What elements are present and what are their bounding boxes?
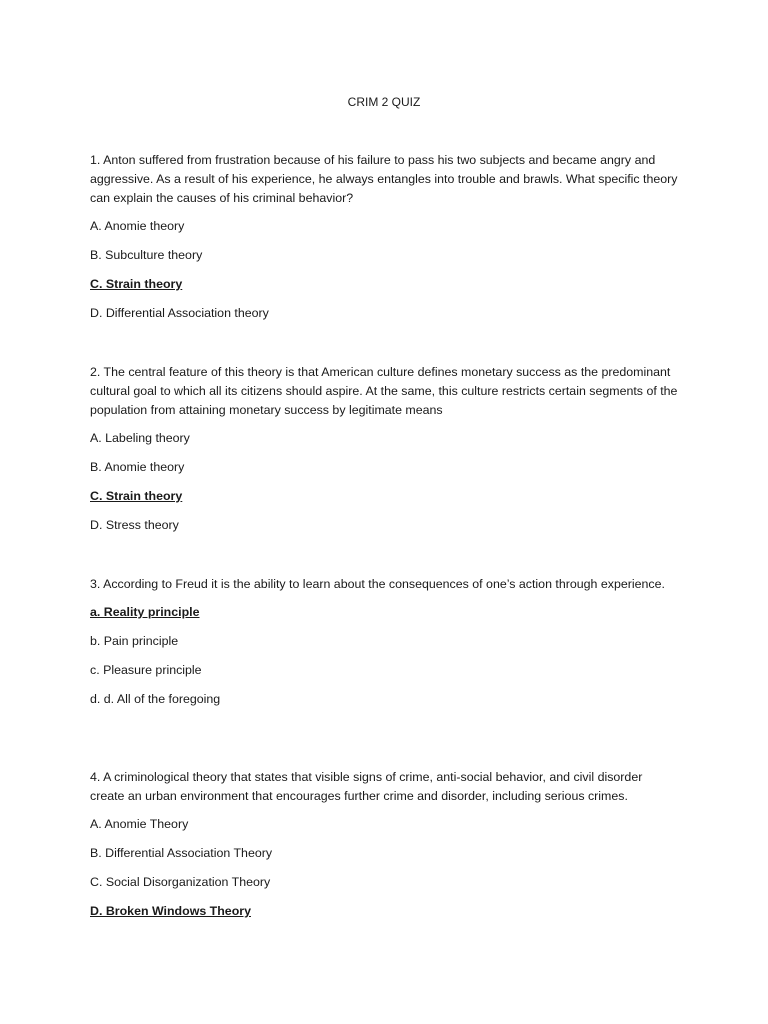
question-text: 1. Anton suffered from frustration because of his failure to pass his two subjects and became angry and aggressive. As a result of his experience, he always entangles into trouble and brawls. What specific theory can explain the causes of his criminal behavior? xyxy=(90,153,678,205)
choice-a: A. Labeling theory xyxy=(90,431,190,445)
question-1 xyxy=(90,151,680,321)
choice-a: A. Anomie theory xyxy=(90,219,185,233)
choice-c: c. Pleasure principle xyxy=(90,663,202,677)
choice-b: B. Differential Association Theory xyxy=(90,846,273,860)
choice-c-correct-answer: C. Strain theory xyxy=(90,277,183,291)
choice-a-correct-answer: a. Reality principle xyxy=(90,605,200,619)
choice-b: b. Pain principle xyxy=(90,634,179,648)
choice-d-correct-answer: D. Broken Windows Theory xyxy=(90,904,251,918)
choice-b: B. Anomie theory xyxy=(90,460,185,474)
choice-c-correct-answer: C. Strain theory xyxy=(90,489,183,503)
question-text: 2. The central feature of this theory is that American culture defines monetary success as the predominant cultural goal to which all its citizens should aspire. At the same, this culture restricts certain segments of the population from attaining monetary success by legitimate means xyxy=(90,365,678,417)
question-2 xyxy=(90,363,680,533)
question-text: 4. A criminological theory that states that visible signs of crime, anti-social behavior, and civil disorder create an urban environment that encourages further crime and disorder, including serious crimes. xyxy=(90,770,643,803)
choice-d: d. d. All of the foregoing xyxy=(90,692,221,706)
page-title: CRIM 2 QUIZ xyxy=(347,95,421,109)
choice-a: A. Anomie Theory xyxy=(90,817,189,831)
choice-d: D. Stress theory xyxy=(90,518,179,532)
choice-b: B. Subculture theory xyxy=(90,248,203,262)
question-4 xyxy=(90,768,680,919)
question-text: 3. According to Freud it is the ability to learn about the consequences of one’s action through experience. xyxy=(90,577,665,591)
choice-c: C. Social Disorganization Theory xyxy=(90,875,271,889)
choice-d: D. Differential Association theory xyxy=(90,306,269,320)
question-3 xyxy=(90,575,680,707)
